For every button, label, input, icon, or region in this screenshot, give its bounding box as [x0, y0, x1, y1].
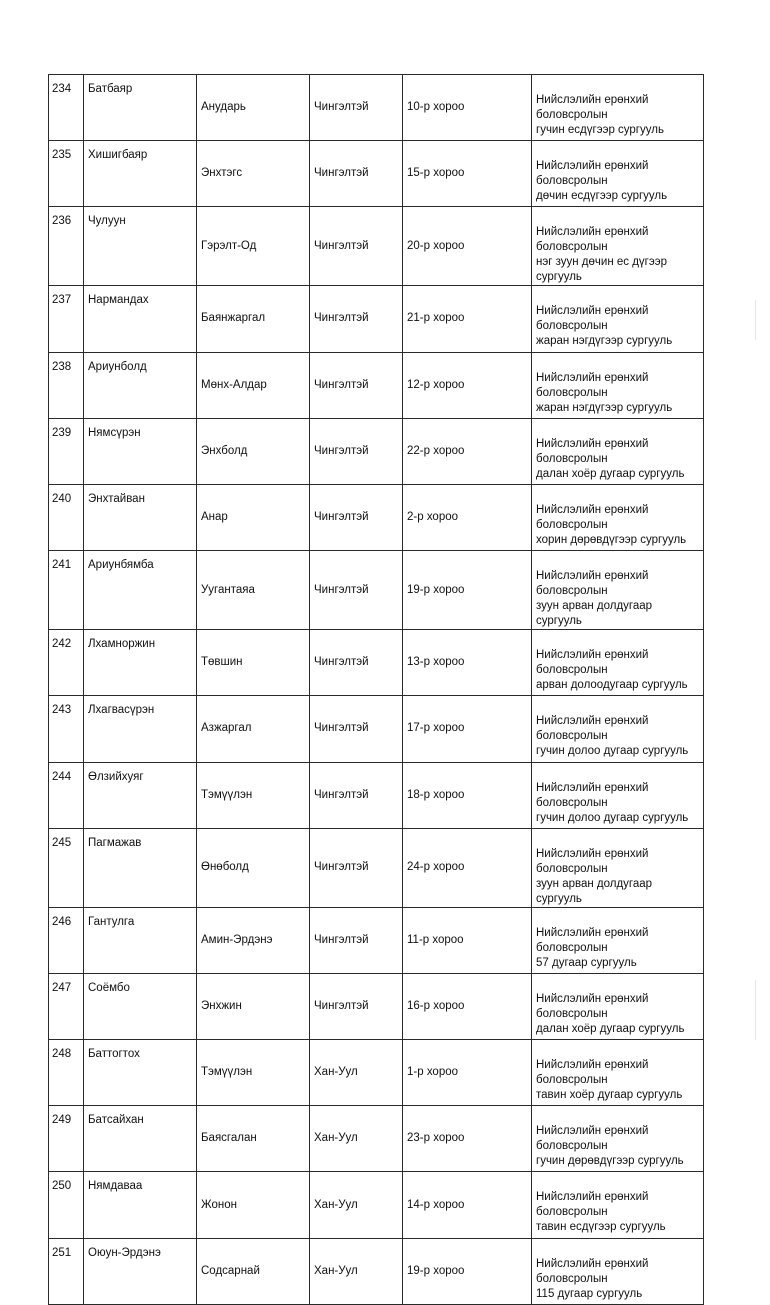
khoroo-cell: 22-р хороо	[403, 418, 532, 484]
scan-artifact	[755, 300, 756, 340]
row-number-cell: 235	[49, 141, 84, 207]
school-line-1: Нийслэлийн ерөнхий боловсролын	[536, 437, 649, 465]
last-name-cell: Өнөболд	[197, 828, 310, 907]
table-row	[49, 1040, 704, 1106]
school-line-2: арван долоодугаар сургууль	[536, 679, 688, 692]
row-number-cell: 249	[49, 1106, 84, 1172]
district-cell: Чингэлтэй	[310, 207, 403, 286]
last-name-cell: Төвшин	[197, 630, 310, 696]
school-cell	[532, 630, 704, 696]
roster-table	[48, 74, 704, 1305]
row-number-cell: 238	[49, 352, 84, 418]
last-name-cell: Содсарнай	[197, 1238, 310, 1304]
school-line-1: Нийслэлийн ерөнхий боловсролын	[536, 570, 649, 598]
last-name-cell: Мөнх-Алдар	[197, 352, 310, 418]
school-line-1: Нийслэлийн ерөнхий боловсролын	[536, 94, 649, 121]
school-line-2: далан хоёр дугаар сургууль	[536, 467, 685, 480]
district-cell: Чингэлтэй	[310, 828, 403, 907]
last-name-cell: Тэмүүлэн	[197, 1040, 310, 1106]
school-line-1: Нийслэлийн ерөнхий боловсролын	[536, 1059, 649, 1087]
school-line-1: Нийслэлийн ерөнхий боловсролын	[536, 715, 649, 743]
row-number-cell: 246	[49, 907, 84, 973]
district-cell: Чингэлтэй	[310, 141, 403, 207]
row-number-cell: 247	[49, 973, 84, 1039]
school-line-2: хорин дөрөвдүгээр сургууль	[536, 533, 687, 546]
school-line-2: дөчин есдүгээр сургууль	[536, 190, 668, 203]
row-number-cell: 242	[49, 630, 84, 696]
khoroo-cell: 19-р хороо	[403, 1238, 532, 1304]
row-number-cell: 244	[49, 762, 84, 828]
first-name-cell: Соёмбо	[84, 973, 197, 1039]
first-name-cell: Батбаяр	[84, 75, 197, 141]
school-line-2: тавин есдүгээр сургууль	[536, 1221, 666, 1234]
first-name-cell: Лхагвасүрэн	[84, 696, 197, 762]
last-name-cell: Анударь	[197, 75, 310, 141]
school-line-1: Нийслэлийн ерөнхий боловсролын	[536, 1257, 649, 1285]
khoroo-cell: 19-р хороо	[403, 551, 532, 630]
first-name-cell: Оюун-Эрдэнэ	[84, 1238, 197, 1304]
school-line-2: 57 дугаар сургууль	[536, 956, 637, 969]
khoroo-cell: 11-р хороо	[403, 907, 532, 973]
school-cell	[532, 973, 704, 1039]
first-name-cell: Батсайхан	[84, 1106, 197, 1172]
row-number-cell: 243	[49, 696, 84, 762]
last-name-cell: Баянжаргал	[197, 286, 310, 352]
last-name-cell: Уугантаяа	[197, 551, 310, 630]
first-name-cell: Баттогтох	[84, 1040, 197, 1106]
last-name-cell: Азжаргал	[197, 696, 310, 762]
khoroo-cell: 23-р хороо	[403, 1106, 532, 1172]
last-name-cell: Амин-Эрдэнэ	[197, 907, 310, 973]
row-number-cell: 237	[49, 286, 84, 352]
district-cell: Чингэлтэй	[310, 907, 403, 973]
last-name-cell: Гэрэлт-Од	[197, 207, 310, 286]
district-cell: Чингэлтэй	[310, 352, 403, 418]
school-cell	[532, 696, 704, 762]
row-number-cell: 251	[49, 1238, 84, 1304]
last-name-cell: Тэмүүлэн	[197, 762, 310, 828]
table-row	[49, 1238, 704, 1304]
school-cell	[532, 286, 704, 352]
district-cell: Чингэлтэй	[310, 696, 403, 762]
table-row	[49, 551, 704, 630]
khoroo-cell: 13-р хороо	[403, 630, 532, 696]
last-name-cell: Баясгалан	[197, 1106, 310, 1172]
district-cell: Чингэлтэй	[310, 762, 403, 828]
table-row	[49, 828, 704, 907]
school-cell	[532, 207, 704, 286]
school-cell	[532, 551, 704, 630]
school-line-1: Нийслэлийн ерөнхий боловсролын	[536, 926, 649, 954]
row-number-cell: 236	[49, 207, 84, 286]
school-line-1: Нийслэлийн ерөнхий боловсролын	[536, 503, 649, 531]
school-line-2: гучин дөрөвдүгээр сургууль	[536, 1155, 684, 1168]
school-cell	[532, 141, 704, 207]
first-name-cell: Чулуун	[84, 207, 197, 286]
school-line-1: Нийслэлийн ерөнхий боловсролын	[536, 781, 649, 809]
table-row	[49, 696, 704, 762]
row-number-cell: 241	[49, 551, 84, 630]
school-line-1: Нийслэлийн ерөнхий боловсролын	[536, 160, 649, 188]
school-line-1: Нийслэлийн ерөнхий боловсролын	[536, 305, 649, 333]
last-name-cell: Анар	[197, 484, 310, 550]
school-line-1: Нийслэлийн ерөнхий боловсролын	[536, 226, 649, 254]
khoroo-cell: 10-р хороо	[403, 75, 532, 141]
khoroo-cell: 18-р хороо	[403, 762, 532, 828]
school-line-2: гучин есдүгээр сургууль	[536, 124, 664, 136]
first-name-cell: Хишигбаяр	[84, 141, 197, 207]
school-cell	[532, 418, 704, 484]
table-row	[49, 907, 704, 973]
khoroo-cell: 14-р хороо	[403, 1172, 532, 1238]
first-name-cell: Нямдаваа	[84, 1172, 197, 1238]
first-name-cell: Нямсүрэн	[84, 418, 197, 484]
khoroo-cell: 24-р хороо	[403, 828, 532, 907]
district-cell: Хан-Уул	[310, 1172, 403, 1238]
last-name-cell: Энхтэгс	[197, 141, 310, 207]
school-line-1: Нийслэлийн ерөнхий боловсролын	[536, 1125, 649, 1153]
first-name-cell: Пагмажав	[84, 828, 197, 907]
school-cell	[532, 1172, 704, 1238]
row-number-cell: 234	[49, 75, 84, 141]
school-line-1: Нийслэлийн ерөнхий боловсролын	[536, 371, 649, 399]
khoroo-cell: 12-р хороо	[403, 352, 532, 418]
school-cell	[532, 907, 704, 973]
table-row	[49, 484, 704, 550]
table-row	[49, 630, 704, 696]
school-cell	[532, 1040, 704, 1106]
school-line-2: зуун арван долдугаар сургууль	[536, 877, 653, 905]
district-cell: Хан-Уул	[310, 1238, 403, 1304]
roster-body	[49, 75, 704, 1305]
school-line-2: 115 дугаар сургууль	[536, 1287, 643, 1300]
scan-artifact	[755, 980, 756, 1040]
last-name-cell: Жонон	[197, 1172, 310, 1238]
school-line-2: гучин долоо дугаар сургууль	[536, 811, 689, 824]
table-row	[49, 75, 704, 141]
district-cell: Чингэлтэй	[310, 418, 403, 484]
school-line-2: зуун арван долдугаар сургууль	[536, 600, 653, 628]
school-cell	[532, 1238, 704, 1304]
first-name-cell: Лхамноржин	[84, 630, 197, 696]
khoroo-cell: 17-р хороо	[403, 696, 532, 762]
school-line-2: далан хоёр дугаар сургууль	[536, 1022, 685, 1035]
school-cell	[532, 762, 704, 828]
khoroo-cell: 20-р хороо	[403, 207, 532, 286]
last-name-cell: Энхжин	[197, 973, 310, 1039]
district-cell: Чингэлтэй	[310, 630, 403, 696]
khoroo-cell: 21-р хороо	[403, 286, 532, 352]
district-cell: Чингэлтэй	[310, 484, 403, 550]
table-row	[49, 973, 704, 1039]
school-cell	[532, 484, 704, 550]
school-line-2: жаран нэгдүгээр сургууль	[536, 335, 673, 348]
row-number-cell: 245	[49, 828, 84, 907]
table-row	[49, 418, 704, 484]
school-line-2: нэг зуун дөчин ес дүгээр сургууль	[536, 256, 667, 284]
school-line-1: Нийслэлийн ерөнхий боловсролын	[536, 1191, 649, 1219]
khoroo-cell: 16-р хороо	[403, 973, 532, 1039]
khoroo-cell: 1-р хороо	[403, 1040, 532, 1106]
school-line-1: Нийслэлийн ерөнхий боловсролын	[536, 992, 649, 1020]
school-cell	[532, 1106, 704, 1172]
school-cell	[532, 352, 704, 418]
district-cell: Чингэлтэй	[310, 286, 403, 352]
row-number-cell: 248	[49, 1040, 84, 1106]
first-name-cell: Өлзийхуяг	[84, 762, 197, 828]
first-name-cell: Энхтайван	[84, 484, 197, 550]
first-name-cell: Ариунбямба	[84, 551, 197, 630]
table-row	[49, 207, 704, 286]
school-line-1: Нийслэлийн ерөнхий боловсролын	[536, 649, 649, 677]
khoroo-cell: 2-р хороо	[403, 484, 532, 550]
school-line-2: тавин хоёр дугаар сургууль	[536, 1089, 683, 1102]
table-row	[49, 1106, 704, 1172]
first-name-cell: Гантулга	[84, 907, 197, 973]
district-cell: Хан-Уул	[310, 1106, 403, 1172]
table-row	[49, 286, 704, 352]
school-cell	[532, 828, 704, 907]
row-number-cell: 240	[49, 484, 84, 550]
row-number-cell: 250	[49, 1172, 84, 1238]
district-cell: Чингэлтэй	[310, 973, 403, 1039]
school-line-2: жаран нэгдүгээр сургууль	[536, 401, 673, 414]
row-number-cell: 239	[49, 418, 84, 484]
school-line-2: гучин долоо дугаар сургууль	[536, 745, 689, 758]
table-row	[49, 141, 704, 207]
first-name-cell: Нармандах	[84, 286, 197, 352]
district-cell: Хан-Уул	[310, 1040, 403, 1106]
table-row	[49, 762, 704, 828]
school-cell	[532, 75, 704, 141]
table-row	[49, 352, 704, 418]
district-cell: Чингэлтэй	[310, 551, 403, 630]
first-name-cell: Ариунболд	[84, 352, 197, 418]
district-cell: Чингэлтэй	[310, 75, 403, 141]
table-row	[49, 1172, 704, 1238]
school-line-1: Нийслэлийн ерөнхий боловсролын	[536, 847, 649, 875]
khoroo-cell: 15-р хороо	[403, 141, 532, 207]
last-name-cell: Энхболд	[197, 418, 310, 484]
